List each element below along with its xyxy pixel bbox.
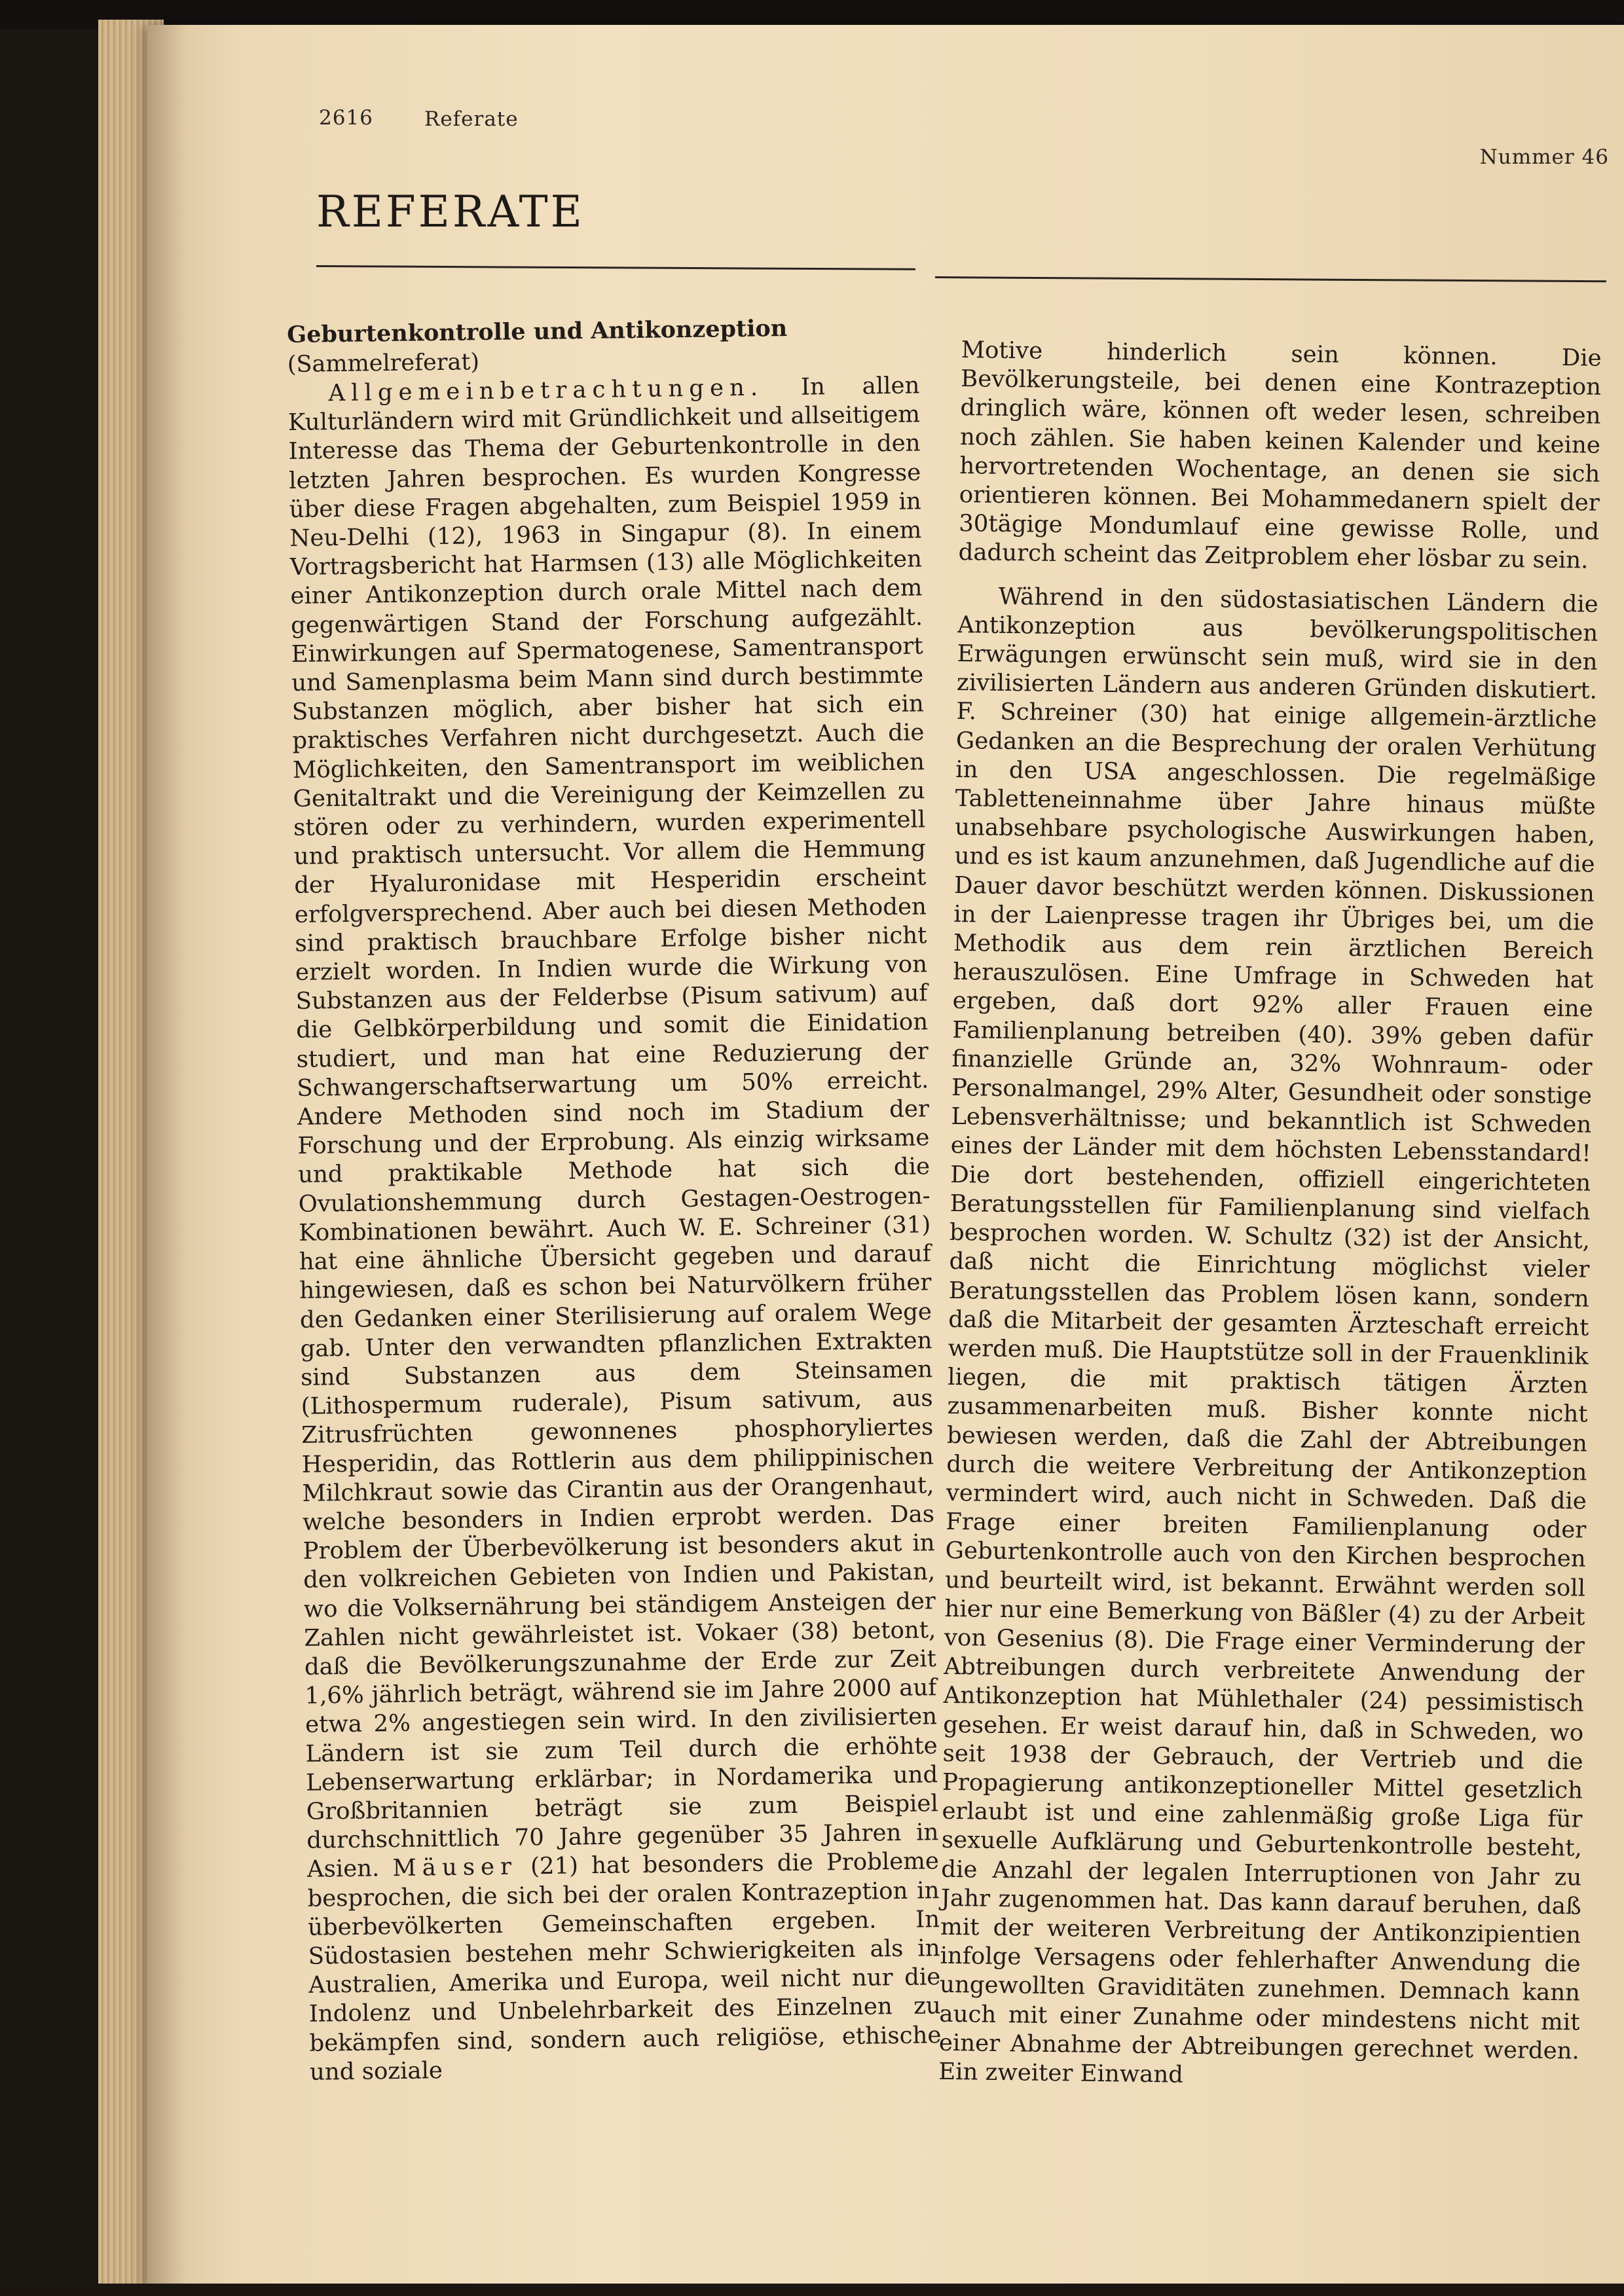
article-title: Geburtenkontrolle und Antikonzeption bbox=[287, 314, 788, 348]
paragraph-general-text: In allen Kulturländern wird mit Gründlichkeit und allseitigem Interesse das Thema der Geburtenkontrolle in den letzten Jahren besprochen. Es wurden Kongresse über diese Fragen abgehalten, zum Beispiel 1959 in Neu-Delhi (12), 1963 in Singapur (8). In einem Vortragsbericht hat Harmsen (13) alle Möglichkeiten einer Antikonzeption durch orale Mittel nach dem gegenwärtigen Stand der Forschung aufgezählt. Einwirkungen auf Spermatogenese, Samentransport und Samenplasma beim Mann sind durch bestimmte Substanzen möglich, aber bisher hat sich ein praktisches Verfahren nicht durchgesetzt. Auch die Möglichkeiten, den Samentransport im weiblichen Genitaltrakt und die Vereinigung der Keimzellen zu stören oder zu verhindern, wurden experimentell und praktisch untersucht. Vor allem die Hemmung der Hyaluronidase mit Hesperidin erscheint erfolgversprechend. Aber auch bei diesen Methoden sind praktisch brauchbare Erfolge bisher nicht erzielt worden. In Indien wurde die Wirkung von Substanzen aus der Felderbse (Pisum sativum) auf die Gelbkörperbildung und somit die Einidation studiert, und man hat eine Reduzierung der Schwangerschaftserwartung um 50% erreicht. Andere Methoden sind noch im Stadium der Forschung und der Erprobung. Als einzig wirksame und praktikable Methode hat sich die Ovulationshemmung durch Gestagen-Oestrogen-Kombinationen bewährt. Auch W. E. Schreiner (31) hat eine ähnliche Übersicht gegeben und darauf hingewiesen, daß es schon bei Naturvölkern früher den Gedanken einer Sterilisierung auf oralem Wege gab. Unter den verwandten pflanzlichen Extrakten sind Substanzen aus dem Steinsamen (Lithospermum ruderale), Pisum sativum, aus Zitrusfrüchten gewonnenes phosphoryliertes Hesperidin, das Rottlerin aus dem philippinischen Milchkraut sowie das Cirantin aus der Orangenhaut, welche besonders in Indien erprobt werden. Das Problem der Überbevölkerung ist besonders akut in den volkreichen Gebieten von Indien und Pakistan, wo die Volksernährung bei ständigem Ansteigen der Zahlen nicht gewährleistet ist. Vokaer (38) betont, daß die Bevölkerungszunahme der Erde zur Zeit 1,6% jährlich beträgt, während sie im Jahre 2000 auf etwa 2% angestiegen sein wird. In den zivilisierten Ländern ist sie zum Teil durch die erhöhte Lebenserwartung erklärbar; in Nordamerika und Großbritannien beträgt sie zum Beispiel durchschnittlich 70 Jahre gegenüber 35 Jahren in Asien. bbox=[287, 372, 939, 1884]
issue-number: Nummer 46 bbox=[1479, 145, 1609, 169]
section-title: REFERATE bbox=[316, 187, 585, 237]
lead-word: Allgemeinbetrachtungen. bbox=[328, 374, 764, 407]
page-number: 2616 bbox=[319, 106, 373, 130]
running-title: Referate bbox=[424, 107, 519, 131]
scan-background-bottom bbox=[0, 2284, 1624, 2296]
paragraph-general-text-cont: (21) hat besonders die Probleme besprochen, die sich bei der oralen Kontrazeption in überbevölkerten Gemeinschaften ergeben. In Südostasien bestehen mehr Schwierigkeiten als in Australien, Amerika und Europa, weil nicht nur die Indolenz und Unbelehrbarkeit des Einzelnen zu bekämpfen sind, sondern auch religiöse, ethische und soziale bbox=[307, 1848, 942, 2086]
paragraph-continued: Motive hinderlich sein können. Die Bevölkerungsteile, bei denen eine Kontrazeption dringlich wäre, können oft weder lesen, schreiben noch zählen. Sie haben keinen Kalender und keine hervortretenden Wochentage, an denen sie sich orientieren können. Bei Mohammedanern spielt der 30tägige Mondumlauf eine gewisse Rolle, und dadurch scheint das Zeitproblem eher lösbar zu sein. bbox=[958, 336, 1602, 574]
right-column bbox=[938, 336, 1602, 2095]
author-name-mauser: Mäuser bbox=[392, 1853, 518, 1882]
left-column bbox=[287, 312, 942, 2086]
article-subtitle: (Sammelreferat) bbox=[287, 349, 480, 378]
paragraph-civilized-countries: Während in den südostasiatischen Ländern die Antikonzeption aus bevölkerungspolitischen Erwägungen erwünscht sein muß, wird sie in den zivilisierten Ländern aus anderen Gründen diskutiert. F. Schreiner (30) hat einige allgemein-ärztliche Gedanken an die Besprechung der oralen Verhütung in den USA angeschlossen. Die regelmäßige Tabletteneinnahme über Jahre hinaus müßte unabsehbare psychologische Auswirkungen haben, und es ist kaum anzunehmen, daß Jugendliche auf die Dauer davor beschützt werden können. Diskussionen in der Laienpresse tragen ihr Übriges bei, um die Methodik aus dem rein ärztlichen Bereich herauszulösen. Eine Umfrage in Schweden hat ergeben, daß dort 92% aller Frauen eine Familienplanung betreiben (40). 39% geben dafür finanzielle Gründe an, 32% Wohnraum- oder Personalmangel, 29% Alter, Gesundheit oder sonstige Lebensverhältnisse; und bekanntlich ist Schweden eines der Länder mit dem höchsten Lebensstandard! Die dort bestehenden, offiziell eingerichteten Beratungsstellen für Familienplanung sind vielfach besprochen worden. W. Schultz (32) ist der Ansicht, daß nicht die Einrichtung möglichst vieler Beratungsstellen das Problem lösen kann, sondern daß die Mitarbeit der gesamten Ärzteschaft erreicht werden muß. Die Hauptstütze soll in der Frauenklinik liegen, die mit praktisch tätigen Ärzten zusammenarbeiten muß. Bisher konnte nicht bewiesen werden, daß die Zahl der Abtreibungen durch die weitere Verbreitung der Antikonzeption vermindert wird, auch nicht in Schweden. Daß die Frage einer breiten Familienplanung oder Geburtenkontrolle auch von den Kirchen besprochen und beurteilt wird, ist bekannt. Erwähnt werden soll hier nur eine Bemerkung von Bäßler (4) zu der Arbeit von Gesenius (8). Die Frage einer Verminderung der Abtreibungen durch verbreitete Anwendung der Antikonzeption hat Mühlethaler (24) pessimistisch gesehen. Er weist darauf hin, daß in Schweden, wo seit 1938 der Gebrauch, der Vertrieb und die Propagierung antikonzeptioneller Mittel gesetzlich erlaubt ist und eine zahlenmäßig große Liga für sexuelle Aufklärung und Geburtenkontrolle besteht, die Anzahl der legalen Interruptionen von Jahr zu Jahr zugenommen hat. Das kann darauf beruhen, daß mit der weiteren Verbreitung der Antikonzipientien infolge Versagens oder fehlerhafter Anwendung die ungewollten Graviditäten zunehmen. Demnach kann auch mit einer Zunahme oder mindestens nicht mit einer Abnahme der Abtreibungen gerechnet werden. Ein zweiter Einwand bbox=[938, 583, 1598, 2088]
paragraph-general bbox=[287, 371, 942, 2086]
spine-shadow bbox=[147, 25, 187, 2290]
